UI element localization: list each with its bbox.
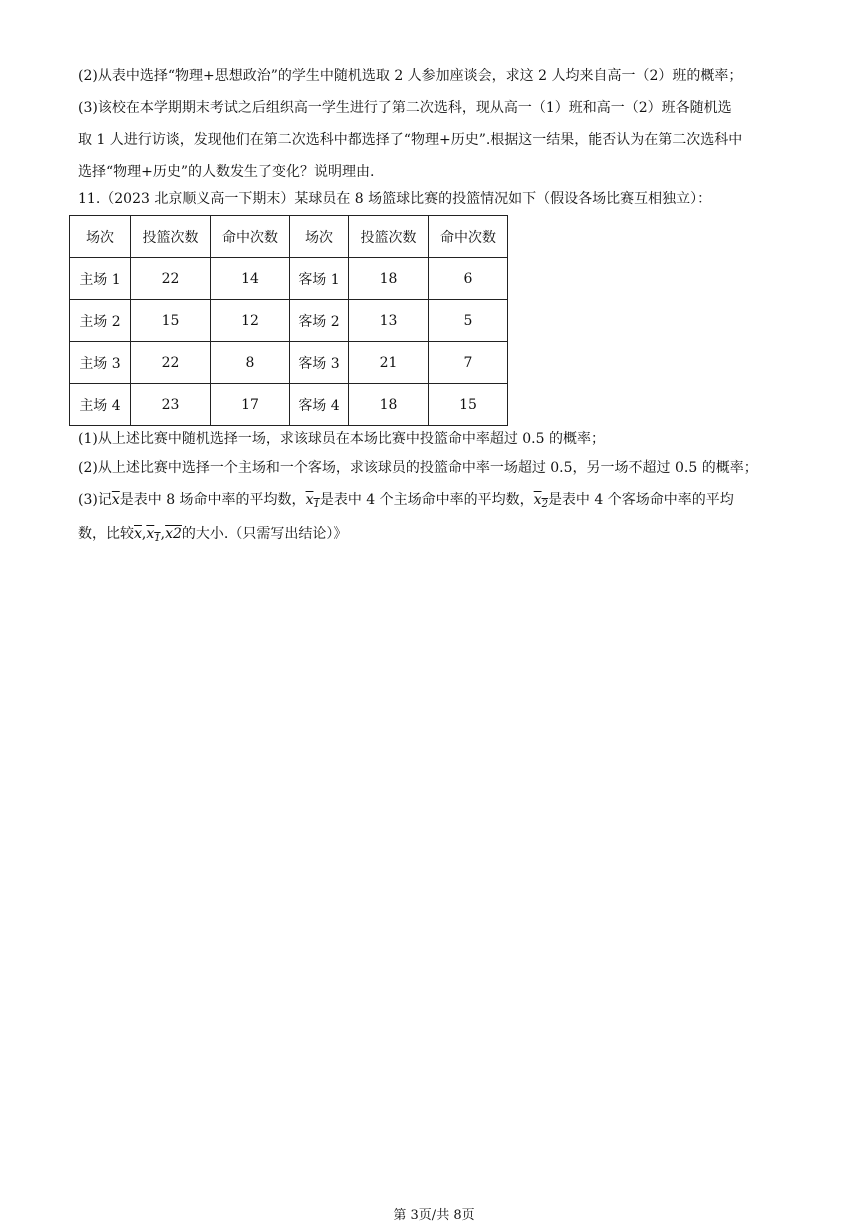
q3-text: 的大小.（只需写出结论）》 xyxy=(181,526,348,542)
table-cell: 客场 4 xyxy=(290,384,349,426)
math-var: x xyxy=(305,492,314,508)
table-header-row xyxy=(70,216,508,258)
q3-text: 数，比较 xyxy=(78,526,134,542)
table-row xyxy=(70,342,508,384)
page-number-footer: 第 3页/共 8页 xyxy=(393,1208,475,1223)
q3-text: 是表中 8 场命中率的平均数， xyxy=(119,492,306,508)
math-x-bar: $\overline{x}$ xyxy=(111,492,120,508)
question-3-line-1: (3)该校在本学期期末考试之后组织高一学生进行了第二次选科，现从高一（1）班和高一（2）班各随机选 xyxy=(78,100,732,116)
table-cell: 12 xyxy=(211,300,290,342)
table-cell: 主场 1 xyxy=(70,258,131,300)
table-header-cell: 场次 xyxy=(70,216,131,258)
problem-11-question-3-line-2 xyxy=(78,518,798,555)
table-cell: 7 xyxy=(429,342,508,384)
table-header-cell: 投篮次数 xyxy=(131,216,211,258)
table-cell: 15 xyxy=(429,384,508,426)
table-cell: 8 xyxy=(211,342,290,384)
question-3-line-3: 选择“物理+历史”的人数发生了变化？说明理由. xyxy=(78,164,375,180)
table-cell: 22 xyxy=(131,258,211,300)
table-cell: 18 xyxy=(349,258,429,300)
table-cell: 21 xyxy=(349,342,429,384)
math-x2-bar xyxy=(534,492,548,508)
table-row xyxy=(70,300,508,342)
math-x1-bar xyxy=(306,492,320,508)
math-x2-bar: x2 xyxy=(165,526,182,542)
table-header-cell: 命中次数 xyxy=(429,216,508,258)
math-subscript: 1 xyxy=(154,533,161,544)
table-row xyxy=(70,258,508,300)
q3-text: 是表中 4 个客场命中率的平均 xyxy=(547,492,734,508)
table-cell: 22 xyxy=(131,342,211,384)
math-comma: , xyxy=(160,526,166,542)
question-2-text: (2)从表中选择“物理+思想政治”的学生中随机选取 2 人参加座谈会，求这 2 人均来自高一（2）班的概率； xyxy=(78,68,743,84)
math-subscript: 2 xyxy=(541,499,548,510)
question-3-line-2: 取 1 人进行访谈，发现他们在第二次选科中都选择了“物理+历史”.根据这一结果，能否认为在第二次选科中 xyxy=(78,132,743,148)
math-x-bar: $\overline{x}$ xyxy=(134,526,142,542)
problem-11-question-3-line-1 xyxy=(78,484,798,521)
table-cell: 客场 1 xyxy=(290,258,349,300)
table-cell: 主场 3 xyxy=(70,342,131,384)
math-var: x xyxy=(146,526,155,542)
math-var: x xyxy=(533,492,542,508)
problem-11-question-2: (2)从上述比赛中选择一个主场和一个客场，求该球员的投篮命中率一场超过 0.5，另一场不超过 0.5 的概率； xyxy=(78,460,758,476)
table-cell: 6 xyxy=(429,258,508,300)
table-row xyxy=(70,384,508,426)
problem-11-intro: 11.（2023 北京顺义高一下期末）某球员在 8 场篮球比赛的投篮情况如下（假设各场比赛互相独立）： xyxy=(78,191,712,207)
table-cell: 客场 3 xyxy=(290,342,349,384)
q3-prefix: (3)记 xyxy=(78,492,112,508)
q3-text: 是表中 4 个主场命中率的平均数， xyxy=(319,492,534,508)
table-cell: 主场 2 xyxy=(70,300,131,342)
table-cell: 23 xyxy=(131,384,211,426)
table-cell: 13 xyxy=(349,300,429,342)
table-header-cell: 场次 xyxy=(290,216,349,258)
table-cell: 15 xyxy=(131,300,211,342)
table-cell: 5 xyxy=(429,300,508,342)
table-cell: 主场 4 xyxy=(70,384,131,426)
table-header-cell: 投篮次数 xyxy=(349,216,429,258)
table-cell: 14 xyxy=(211,258,290,300)
math-subscript: 1 xyxy=(313,499,320,510)
table-cell: 客场 2 xyxy=(290,300,349,342)
math-x1-bar xyxy=(146,526,160,542)
shooting-stats-table xyxy=(69,215,508,426)
math-comma: , xyxy=(141,526,147,542)
table-cell: 18 xyxy=(349,384,429,426)
table-header-cell: 命中次数 xyxy=(211,216,290,258)
table-cell: 17 xyxy=(211,384,290,426)
problem-11-question-1: (1)从上述比赛中随机选择一场，求该球员在本场比赛中投篮命中率超过 0.5 的概率； xyxy=(78,431,605,447)
